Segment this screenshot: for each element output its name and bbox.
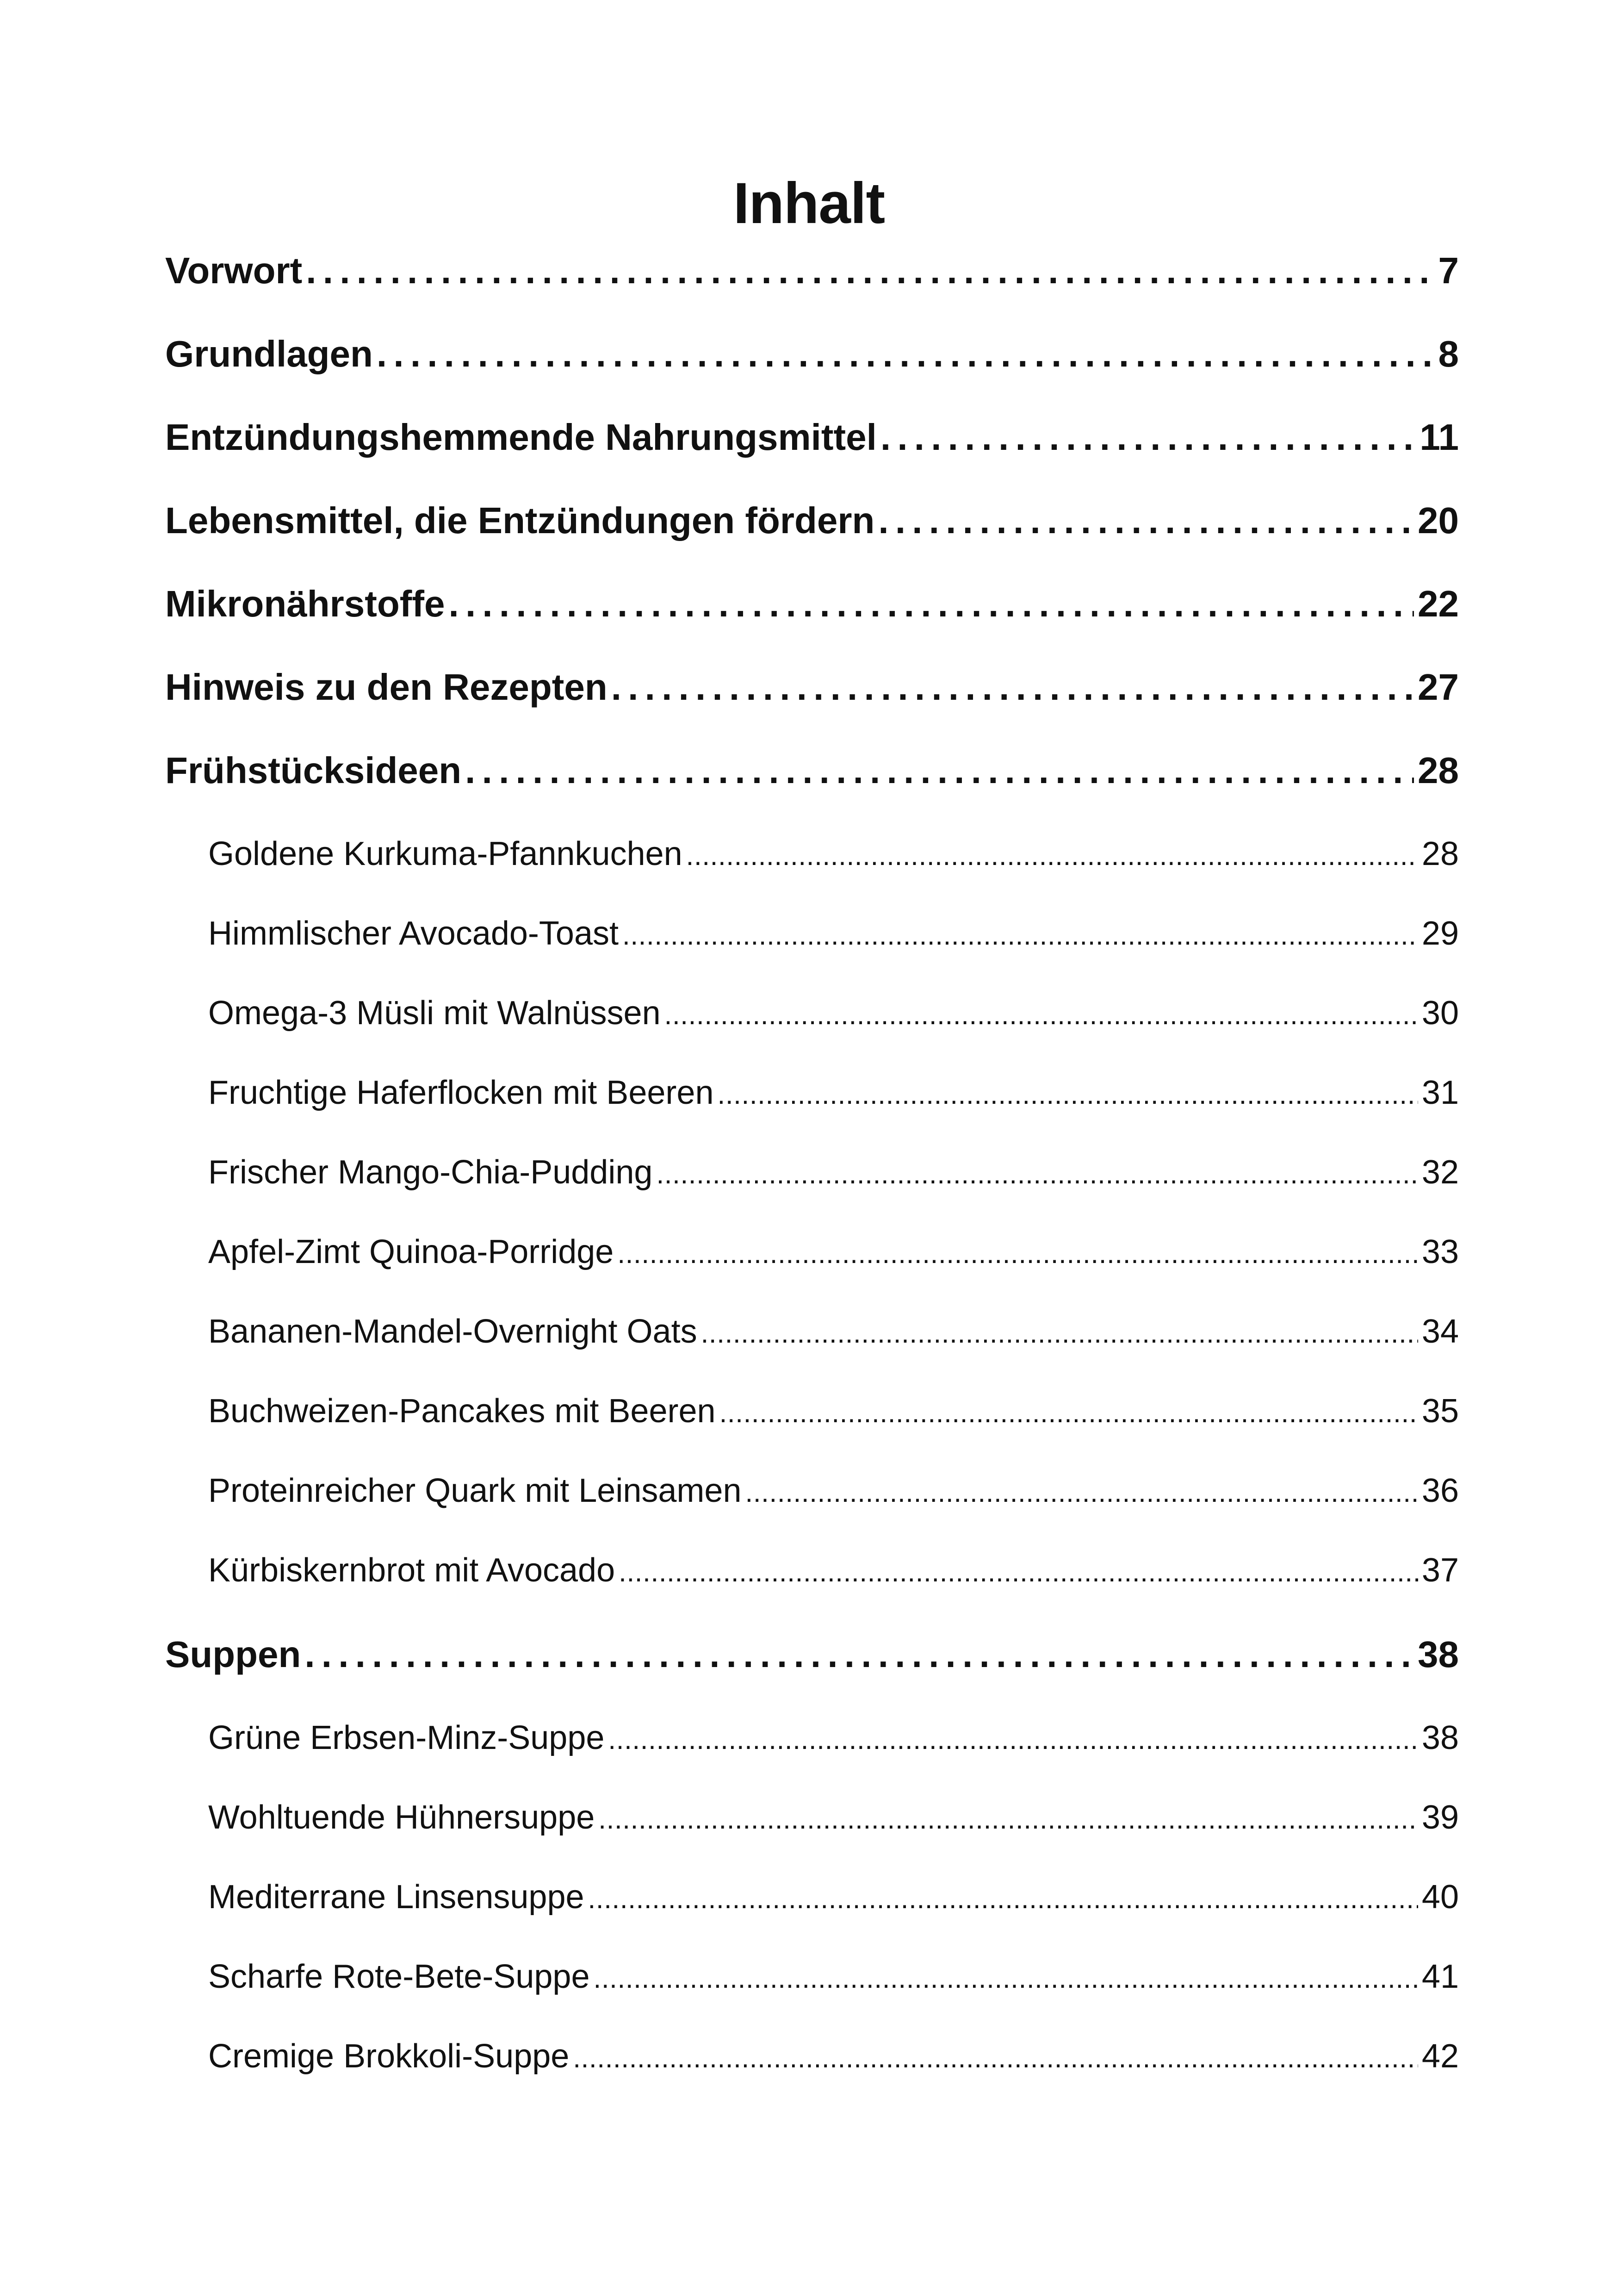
toc-entry-label: Apfel-Zimt Quinoa-Porridge — [208, 1233, 614, 1270]
dot-leader — [686, 831, 1418, 877]
toc-entry-page: 11 — [1420, 417, 1459, 458]
toc-entry-label: Wohltuende Hühnersuppe — [208, 1799, 595, 1836]
toc-entry-recipe[interactable] — [208, 1794, 1459, 1841]
dot-leader — [878, 495, 1414, 546]
toc-entry-recipe[interactable] — [208, 831, 1459, 877]
toc-entry-chapter[interactable] — [165, 245, 1459, 296]
dot-leader — [588, 1874, 1418, 1920]
toc-entry-recipe[interactable] — [208, 1715, 1459, 1761]
toc-entry-page: 37 — [1421, 1552, 1459, 1589]
toc-entry-recipe[interactable] — [208, 990, 1459, 1036]
dot-leader — [306, 245, 1434, 296]
dot-leader — [880, 412, 1416, 463]
dot-leader — [656, 1149, 1418, 1195]
toc-entry-recipe[interactable] — [208, 1149, 1459, 1195]
toc-entry-page: 33 — [1421, 1233, 1459, 1270]
toc-entry-label: Goldene Kurkuma-Pfannkuchen — [208, 835, 682, 872]
toc-entry-recipe[interactable] — [208, 1468, 1459, 1514]
toc-entry-chapter[interactable] — [165, 412, 1459, 463]
toc-entry-chapter[interactable] — [165, 495, 1459, 546]
toc-entry-chapter[interactable] — [165, 329, 1459, 380]
dot-leader — [622, 910, 1418, 957]
toc-entry-label: Omega-3 Müsli mit Walnüssen — [208, 995, 661, 1032]
toc-entry-recipe[interactable] — [208, 1388, 1459, 1434]
toc-entry-recipe[interactable] — [208, 1308, 1459, 1355]
toc-entry-page: 30 — [1421, 995, 1459, 1032]
dot-leader — [717, 1070, 1418, 1116]
dot-leader — [377, 329, 1435, 380]
toc-entry-label: Kürbiskernbrot mit Avocado — [208, 1552, 615, 1589]
toc-entry-chapter[interactable] — [165, 1629, 1459, 1680]
toc-entry-label: Fruchtige Haferflocken mit Beeren — [208, 1074, 714, 1111]
toc-entry-page: 38 — [1421, 1719, 1459, 1756]
dot-leader — [719, 1388, 1418, 1434]
dot-leader — [608, 1715, 1418, 1761]
dot-leader — [619, 1547, 1418, 1593]
toc-entry-page: 28 — [1418, 750, 1459, 791]
toc-entry-recipe[interactable] — [208, 1229, 1459, 1275]
toc-entry-label: Frischer Mango-Chia-Pudding — [208, 1154, 653, 1191]
dot-leader — [449, 579, 1414, 629]
dot-leader — [465, 745, 1414, 796]
toc-entry-label: Grüne Erbsen-Minz-Suppe — [208, 1719, 605, 1756]
toc-entry-page: 31 — [1421, 1074, 1459, 1111]
toc-entry-page: 35 — [1421, 1393, 1459, 1430]
toc-entry-page: 36 — [1421, 1472, 1459, 1509]
toc-entry-page: 22 — [1418, 583, 1459, 624]
toc-entry-label: Frühstücksideen — [165, 750, 462, 791]
toc-entry-chapter[interactable] — [165, 662, 1459, 713]
toc-entry-page: 8 — [1438, 333, 1459, 374]
toc-entry-label: Mikronährstoffe — [165, 583, 445, 624]
toc-entry-recipe[interactable] — [208, 1874, 1459, 1920]
toc-entry-label: Bananen-Mandel-Overnight Oats — [208, 1313, 697, 1350]
toc-entry-page: 28 — [1421, 835, 1459, 872]
dot-leader — [598, 1794, 1418, 1841]
toc-entry-page: 38 — [1418, 1634, 1459, 1675]
dot-leader — [573, 2033, 1418, 2079]
toc-entry-label: Lebensmittel, die Entzündungen fördern — [165, 500, 875, 541]
toc-entry-recipe[interactable] — [208, 2033, 1459, 2079]
toc-entry-label: Mediterrane Linsensuppe — [208, 1879, 584, 1916]
toc-entry-page: 39 — [1421, 1799, 1459, 1836]
toc-entry-chapter[interactable] — [165, 579, 1459, 629]
dot-leader — [611, 662, 1414, 713]
toc-entry-label: Buchweizen-Pancakes mit Beeren — [208, 1393, 716, 1430]
toc-entry-page: 42 — [1421, 2038, 1459, 2075]
dot-leader — [593, 1954, 1418, 2000]
page-title: Inhalt — [733, 171, 885, 236]
toc-entry-recipe[interactable] — [208, 1070, 1459, 1116]
toc-entry-recipe[interactable] — [208, 1954, 1459, 2000]
dot-leader — [617, 1229, 1418, 1275]
dot-leader — [745, 1468, 1418, 1514]
toc-entry-label: Scharfe Rote-Bete-Suppe — [208, 1958, 590, 1995]
toc-entry-label: Hinweis zu den Rezepten — [165, 666, 608, 708]
toc-entry-label: Proteinreicher Quark mit Leinsamen — [208, 1472, 742, 1509]
dot-leader — [701, 1308, 1418, 1355]
toc-entry-recipe[interactable] — [208, 1547, 1459, 1593]
toc-entry-page: 32 — [1421, 1154, 1459, 1191]
toc-entry-label: Entzündungshemmende Nahrungsmittel — [165, 417, 877, 458]
toc-entry-page: 40 — [1421, 1879, 1459, 1916]
toc-entry-recipe[interactable] — [208, 910, 1459, 957]
toc-entry-label: Vorwort — [165, 250, 303, 291]
toc-entry-page: 7 — [1438, 250, 1459, 291]
toc-entry-page: 41 — [1421, 1958, 1459, 1995]
toc-entry-page: 27 — [1418, 666, 1459, 708]
toc-entry-label: Himmlischer Avocado-Toast — [208, 915, 619, 952]
toc-entry-page: 34 — [1421, 1313, 1459, 1350]
toc-entry-page: 20 — [1418, 500, 1459, 541]
toc-entry-label: Suppen — [165, 1634, 301, 1675]
toc-entry-chapter[interactable] — [165, 745, 1459, 796]
toc-entry-page: 29 — [1421, 915, 1459, 952]
dot-leader — [304, 1629, 1414, 1680]
toc-entry-label: Grundlagen — [165, 333, 373, 374]
dot-leader — [664, 990, 1418, 1036]
toc-entry-label: Cremige Brokkoli-Suppe — [208, 2038, 570, 2075]
